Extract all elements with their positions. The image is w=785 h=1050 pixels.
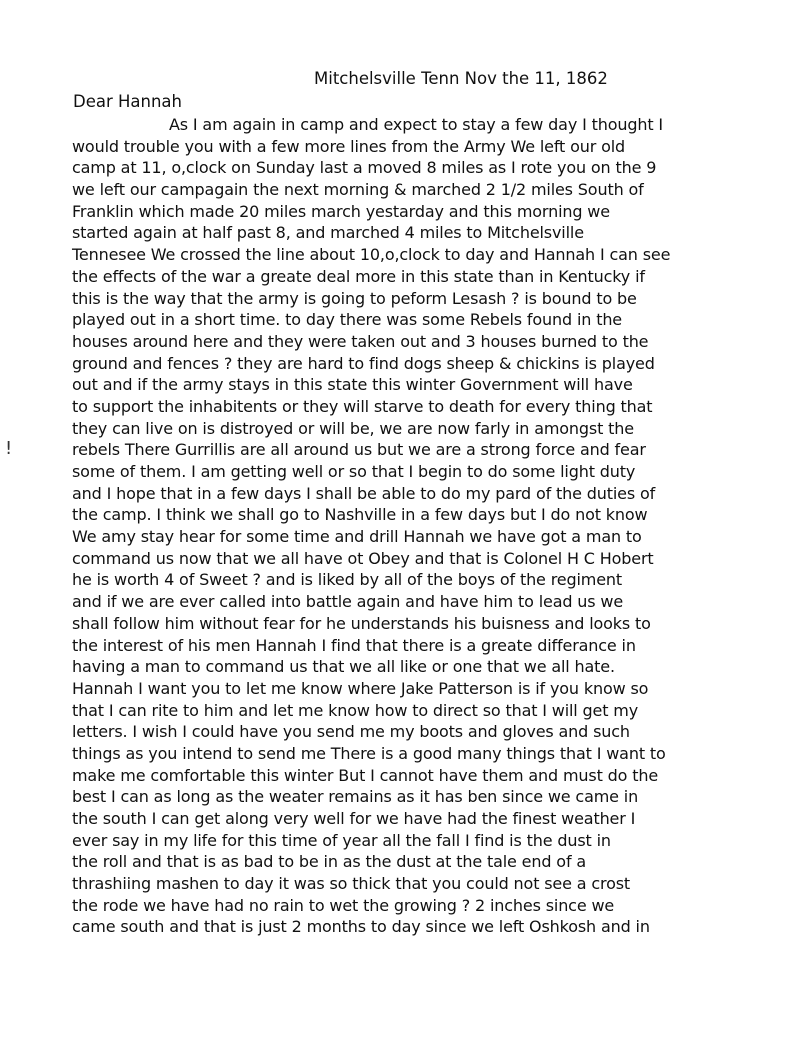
letter-line: As I am again in camp and expect to stay a few day I thought I bbox=[169, 115, 663, 134]
letter-line: the south I can get along very well for we have had the finest weather I bbox=[72, 809, 636, 828]
letter-salutation: Dear Hannah bbox=[73, 92, 182, 111]
letter-line: best I can as long as the weater remains as it has ben since we came in bbox=[72, 787, 639, 807]
letter-line: the effects of the war a greate deal more in this state than in Kentucky if bbox=[72, 266, 645, 286]
letter-line: out and if the army stays in this state this winter Government will have bbox=[72, 375, 633, 395]
letter-line: played out in a short time. to day there was some Rebels found in the bbox=[72, 310, 623, 330]
letter-line: we left our campagain the next morning & marched 2 1/2 miles South of bbox=[72, 180, 644, 200]
letter-line: Franklin which made 20 miles march yestarday and this morning we bbox=[72, 201, 610, 221]
letter-line: the rode we have had no rain to wet the growing ? 2 inches since we bbox=[72, 895, 615, 915]
letter-line: would trouble you with a few more lines from the Army We left our old bbox=[72, 136, 626, 156]
letter-body bbox=[72, 114, 772, 938]
letter-line: this is the way that the army is going to peform Lesash ? is bound to be bbox=[72, 288, 637, 308]
letter-line: the camp. I think we shall go to Nashville in a few days but I do not know bbox=[72, 505, 648, 525]
letter-line: the interest of his men Hannah I find that there is a greate differance in bbox=[72, 635, 636, 655]
letter-line: letters. I wish I could have you send me my boots and gloves and such bbox=[72, 722, 630, 742]
letter-line: some of them. I am getting well or so that I begin to do some light duty bbox=[72, 462, 636, 481]
letter-dateline: Mitchelsville Tenn Nov the 11, 1862 bbox=[314, 69, 608, 88]
letter-line: and I hope that in a few days I shall be able to do my pard of the duties of bbox=[72, 483, 656, 503]
letter-line: and if we are ever called into battle again and have him to lead us we bbox=[72, 592, 624, 612]
letter-line: things as you intend to send me There is a good many things that I want to bbox=[72, 743, 666, 763]
letter-line: having a man to command us that we all like or one that we all hate. bbox=[72, 657, 615, 677]
letter-line: We amy stay hear for some time and drill Hannah we have got a man to bbox=[72, 527, 642, 547]
letter-line: rebels There Gurrillis are all around us but we are a strong force and fear bbox=[72, 440, 646, 460]
letter-line: they can live on is distroyed or will be, we are now farly in amongst the bbox=[72, 418, 634, 438]
letter-line: came south and that is just 2 months to day since we left Oshkosh and in bbox=[72, 917, 650, 937]
letter-line: thrashiing mashen to day it was so thick that you could not see a crost bbox=[72, 874, 631, 894]
letter-line: that I can rite to him and let me know how to direct so that I will get my bbox=[72, 700, 639, 720]
letter-line: camp at 11, o,clock on Sunday last a moved 8 miles as I rote you on the 9 bbox=[72, 158, 657, 178]
letter-line: make me comfortable this winter But I cannot have them and must do the bbox=[72, 765, 659, 785]
letter-line: to support the inhabitents or they will starve to death for every thing that bbox=[72, 396, 653, 416]
letter-line: ever say in my life for this time of year all the fall I find is the dust in bbox=[72, 830, 611, 850]
letter-line: houses around here and they were taken out and 3 houses burned to the bbox=[72, 331, 649, 351]
letter-line: the roll and that is as bad to be in as the dust at the tale end of a bbox=[72, 852, 587, 872]
margin-mark: ! bbox=[5, 438, 13, 459]
letter-line: shall follow him without fear for he understands his buisness and looks to bbox=[72, 613, 651, 633]
letter-line: started again at half past 8, and marched 4 miles to Mitchelsville bbox=[72, 223, 584, 243]
letter-line: Hannah I want you to let me know where Jake Patterson is if you know so bbox=[72, 678, 649, 698]
letter-line: ground and fences ? they are hard to find dogs sheep & chickins is played bbox=[72, 353, 655, 373]
letter-line: command us now that we all have ot Obey and that is Colonel H C Hobert bbox=[72, 548, 654, 568]
letter-line: Tennesee We crossed the line about 10,o,clock to day and Hannah I can see bbox=[72, 245, 671, 265]
letter-line: he is worth 4 of Sweet ? and is liked by all of the boys of the regiment bbox=[72, 570, 623, 590]
